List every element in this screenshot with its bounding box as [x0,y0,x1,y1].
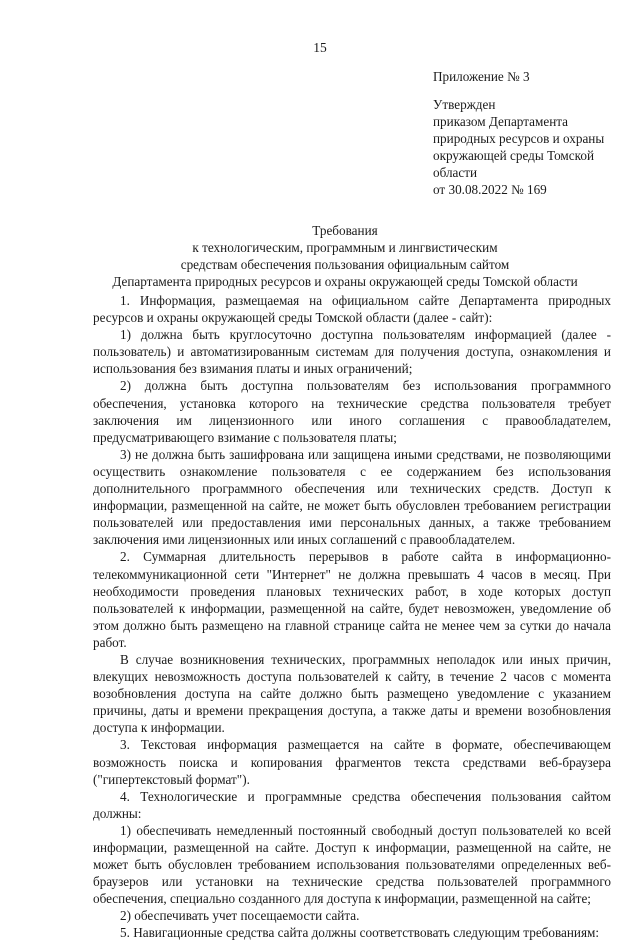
appendix-label: Приложение № 3 [433,69,530,84]
paragraph: 5. Навигационные средства сайта должны соответствовать следующим требованиям: [120,925,600,941]
paragraph: 4. Технологические и программные средства обеспечения пользования сайтом должны: [93,788,611,821]
paragraph: 2) обеспечивать учет посещаемости сайта. [120,908,360,924]
paragraph: 1. Информация, размещаемая на официальном сайте Департамента природных ресурсов и охраны окружающей среды Томской области (далее - сайт): [93,293,611,326]
approval-line: окружающей среды Томской [433,148,595,164]
approval-line: области [433,165,478,181]
title-line: Департамента природных ресурсов и охраны окружающей среды Томской области [112,274,578,290]
title-line: средствам обеспечения пользования официальным сайтом [180,257,510,273]
approval-line: природных ресурсов и охраны [433,131,605,147]
paragraph: 1) обеспечивать немедленный постоянный свободный доступ пользователей ко всей информации, размещенной на сайте. Доступ к информации, размещенной на сайте, не может быть обусловлен требованием использования пользователями определенных веб-браузеров или установки на технические средства пользователей программного обеспечения, специально созданного для доступа к информации, размещенной на сайте; [93,822,611,907]
page-number: 15 [313,40,327,55]
approval-block [433,96,633,199]
paragraph: 3. Текстовая информация размещается на сайте в формате, обеспечивающем возможность поиска и копирования фрагментов текста средствами веб-браузера ("гипертекстовый формат"). [93,737,611,787]
approval-line: приказом Департамента [433,114,569,130]
title-line: Требования [312,223,378,238]
paragraph: 2. Суммарная длительность перерывов в работе сайта в информационно-телекоммуникационной сети "Интернет" не должна превышать 4 часов в месяц. При необходимости проведения плановых технических работ, в ходе которых доступ пользователей к информации, размещенной на сайте, будет невозможен, уведомление об этом должно быть размещено на главной странице сайта не менее чем за сутки до начала работ. [93,549,611,650]
paragraph: 3) не должна быть зашифрована или защищена иными средствами, не позволяющими осуществить ознакомление пользователя с ее содержанием без использования дополнительного программного обеспечения или технических средств. Доступ к информации, размещенной на сайте, не может быть обусловлен требованием регистрации пользователей или предоставления ими персональных данных, а также требованием заключения ими лицензионных или иных соглашений с правообладателем. [93,446,611,548]
paragraph: 2) должна быть доступна пользователям без использования программного обеспечения, установка которого на технические средства пользователя требует заключения им лицензионного или иного соглашения с правообладателем, предусматривающего взимание с пользователя платы; [93,378,611,445]
title-line: к технологическим, программным и лингвистическим [192,240,498,256]
approval-line: от 30.08.2022 № 169 [433,182,547,198]
document-body [93,292,611,942]
document-title [95,222,595,290]
paragraph: 1) должна быть круглосуточно доступна пользователям информацией (далее - пользователь) и автоматизированным системам для получения доступа, ознакомления и использования без взимания платы и иных ограничений; [93,327,611,377]
approval-line: Утвержден [433,97,496,112]
paragraph: В случае возникновения технических, программных неполадок или иных причин, влекущих невозможность доступа пользователей к сайту, в течение 2 часов с момента возобновления доступа на сайте должно быть размещено уведомление с указанием причины, даты и времени прекращения доступа, а также даты и времени возобновления доступа к информации. [93,651,611,736]
